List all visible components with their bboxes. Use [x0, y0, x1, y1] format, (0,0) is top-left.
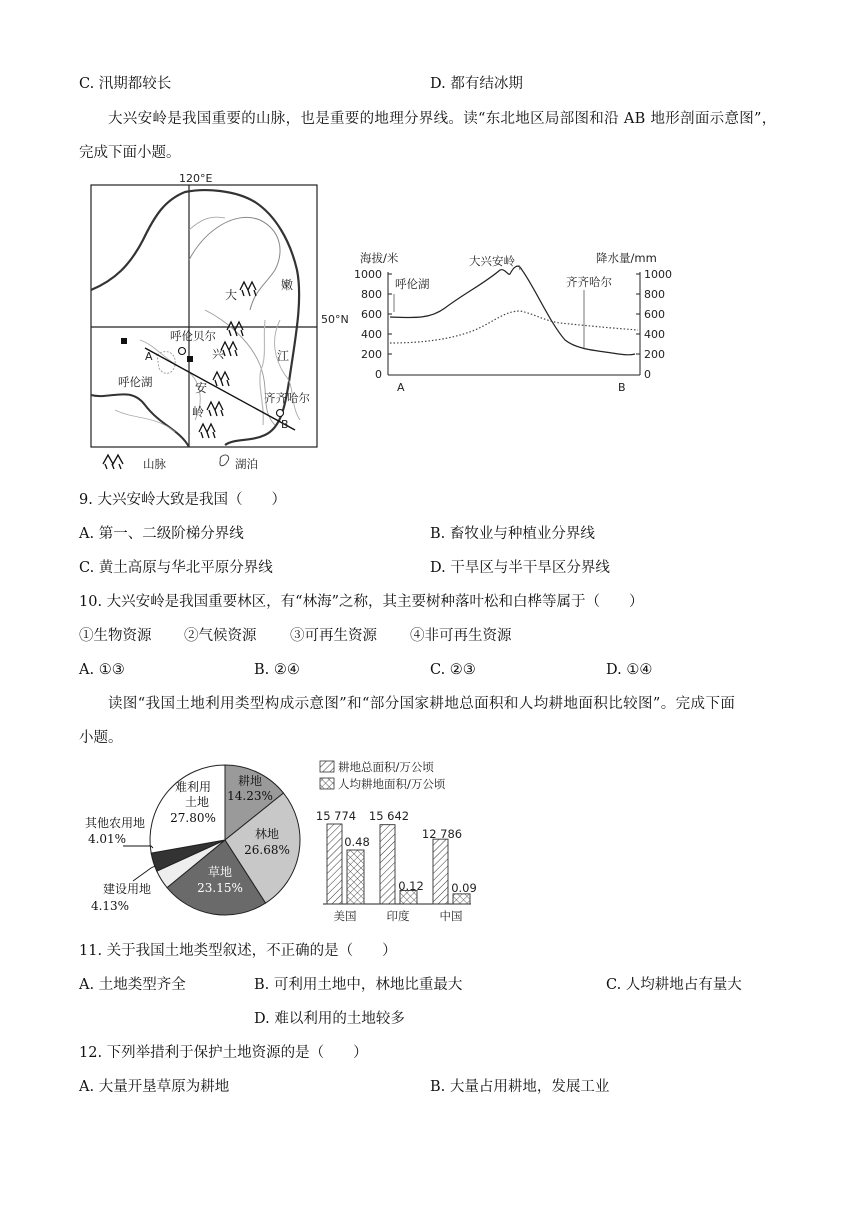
q10-item: ③可再生资源	[290, 628, 377, 644]
profile-peak-label: 大兴安岭	[469, 254, 515, 268]
hulunbeier-label: 呼伦贝尔	[170, 329, 216, 343]
q9-option-c: C. 黄土高原与华北平原分界线	[79, 560, 273, 576]
q9-option-a: A. 第一、二级阶梯分界线	[79, 526, 244, 542]
q10-option-a: A. ①③	[79, 662, 125, 678]
bar-total-label: 15 774	[315, 809, 357, 823]
bar-total	[380, 825, 395, 904]
legend-mountain-label: 山脉	[143, 457, 166, 471]
q10-item: ①生物资源	[79, 628, 152, 644]
longitude-label: 120°E	[179, 172, 213, 185]
legend-total-swatch	[320, 761, 334, 772]
pie-label-nanliyong-pct: 27.80%	[170, 811, 216, 825]
pie-label-gengdi-name: 耕地	[237, 774, 263, 788]
left-tick: 800	[361, 288, 382, 301]
mountain-char-ling: 岭	[192, 405, 205, 419]
bar-total	[327, 824, 342, 904]
ab-profile-chart	[354, 248, 672, 398]
right-tick: 400	[644, 328, 665, 341]
bar-category-label: 美国	[333, 909, 357, 923]
river-char-nen: 嫩	[281, 278, 294, 292]
bar-total	[433, 839, 448, 904]
left-tick: 200	[361, 348, 382, 361]
q10-item: ②气候资源	[184, 628, 257, 644]
q10-option-d: D. ①④	[606, 662, 653, 678]
qiqihaer-label: 齐齐哈尔	[264, 391, 310, 405]
pie-label-lindi-pct: 26.68%	[244, 843, 290, 857]
bar-percapita	[453, 894, 470, 904]
pie-label-lindi-name: 林地	[254, 827, 280, 841]
q9-stem: 9. 大兴安岭大致是我国（ ）	[79, 492, 286, 508]
intro1-line1: 大兴安岭是我国重要的山脉，也是重要的地理分界线。读“东北地区局部图和沿 AB 地形剖面示意图”，	[108, 111, 777, 127]
pie-label-nanliyong-name2: 土地	[184, 795, 210, 809]
intro2-line1: 读图“我国土地利用类型构成示意图”和“部分国家耕地总面积和人均耕地面积比较图”。完成下面	[108, 696, 736, 712]
left-tick: 0	[375, 368, 382, 381]
city-square-icon	[187, 356, 193, 362]
river-char-jiang: 江	[277, 349, 290, 363]
prev-option-c: C. 汛期都较长	[79, 76, 172, 92]
mountain-char-xing: 兴	[212, 347, 225, 361]
q10-item: ④非可再生资源	[410, 628, 512, 644]
right-tick: 1000	[644, 268, 672, 281]
mountain-char-an: 安	[195, 381, 208, 395]
q12-option-b: B. 大量占用耕地，发展工业	[430, 1079, 610, 1095]
bar-total-label: 15 642	[368, 809, 410, 823]
pie-label-jianshe-pct: 4.13%	[90, 899, 130, 913]
bar-percapita	[347, 850, 364, 904]
q10-stem: 10. 大兴安岭是我国重要林区，有“林海”之称，其主要树种落叶松和白桦等属于（ ）	[79, 594, 644, 610]
prev-option-d: D. 都有结冰期	[430, 76, 523, 92]
right-tick: 800	[644, 288, 665, 301]
right-axis-title: 降水量/mm	[596, 251, 657, 265]
map-point-b: B	[281, 418, 289, 431]
legend-percapita-swatch	[320, 778, 334, 789]
q9-option-b: B. 畜牧业与种植业分界线	[430, 526, 595, 542]
q10-option-b: B. ②④	[254, 662, 300, 678]
qiqihaer-city-icon	[277, 410, 284, 417]
legend-lake-label: 湖泊	[235, 457, 258, 471]
bar-percapita-label: 0.12	[398, 879, 424, 893]
bar-percapita-label: 0.48	[344, 835, 370, 849]
q10-option-c: C. ②③	[430, 662, 476, 678]
profile-city-label: 齐齐哈尔	[566, 275, 612, 289]
bar-category-label: 印度	[386, 909, 410, 923]
pie-label-qita-pct: 4.01%	[87, 832, 127, 846]
pie-label-gengdi-pct: 14.23%	[227, 789, 273, 803]
pie-label-nanliyong-name1: 难利用	[174, 780, 212, 794]
mountain-char-da: 大	[225, 288, 238, 302]
pie-label-caodi-pct: 23.15%	[197, 881, 243, 895]
left-axis-title: 海拔/米	[360, 251, 399, 265]
left-tick: 1000	[354, 268, 382, 281]
q11-option-d: D. 难以利用的土地较多	[254, 1011, 405, 1027]
q12-stem: 12. 下列举措利于保护土地资源的是（ ）	[79, 1045, 368, 1061]
q11-option-a: A. 土地类型齐全	[79, 977, 186, 993]
intro2-line2: 小题。	[79, 730, 123, 746]
bar-total-label: 12 786	[421, 827, 463, 841]
right-tick: 0	[644, 368, 651, 381]
hulunbeier-city-icon	[179, 348, 186, 355]
right-tick: 200	[644, 348, 665, 361]
right-tick: 600	[644, 308, 665, 321]
legend-percapita-label: 人均耕地面积/万公顷	[338, 777, 446, 791]
profile-point-b: B	[618, 381, 626, 394]
intro1-line2: 完成下面小题。	[79, 145, 181, 161]
latitude-label: 50°N	[321, 313, 349, 326]
land-use-pie-chart	[75, 755, 310, 925]
q11-stem: 11. 关于我国土地类型叙述，不正确的是（ ）	[79, 943, 397, 959]
pie-label-jianshe-name: 建设用地	[102, 882, 152, 896]
profile-point-a: A	[397, 381, 405, 394]
pie-slice	[150, 765, 225, 853]
northeast-map	[85, 170, 349, 475]
left-tick: 400	[361, 328, 382, 341]
bar-category-label: 中国	[439, 909, 463, 923]
farmland-bar-chart	[315, 758, 475, 928]
legend-total-label: 耕地总面积/万公顷	[338, 760, 434, 774]
q9-option-d: D. 干旱区与半干旱区分界线	[430, 560, 610, 576]
pie-label-qita-name: 其他农用地	[84, 816, 146, 830]
profile-lake-label: 呼伦湖	[395, 277, 430, 291]
q12-option-a: A. 大量开垦草原为耕地	[79, 1079, 230, 1095]
left-tick: 600	[361, 308, 382, 321]
city-square-icon	[121, 338, 127, 344]
bar-percapita-label: 0.09	[451, 881, 477, 895]
q11-option-b: B. 可利用土地中，林地比重最大	[254, 977, 463, 993]
map-point-a: A	[145, 350, 153, 363]
legend-mountain-icon	[103, 455, 123, 469]
pie-label-caodi-name: 草地	[207, 865, 233, 879]
mountain-symbol-icon	[199, 282, 256, 438]
q11-option-c: C. 人均耕地占有量大	[606, 977, 742, 993]
hulunhu-label: 呼伦湖	[118, 375, 153, 389]
legend-lake-icon	[220, 455, 229, 466]
